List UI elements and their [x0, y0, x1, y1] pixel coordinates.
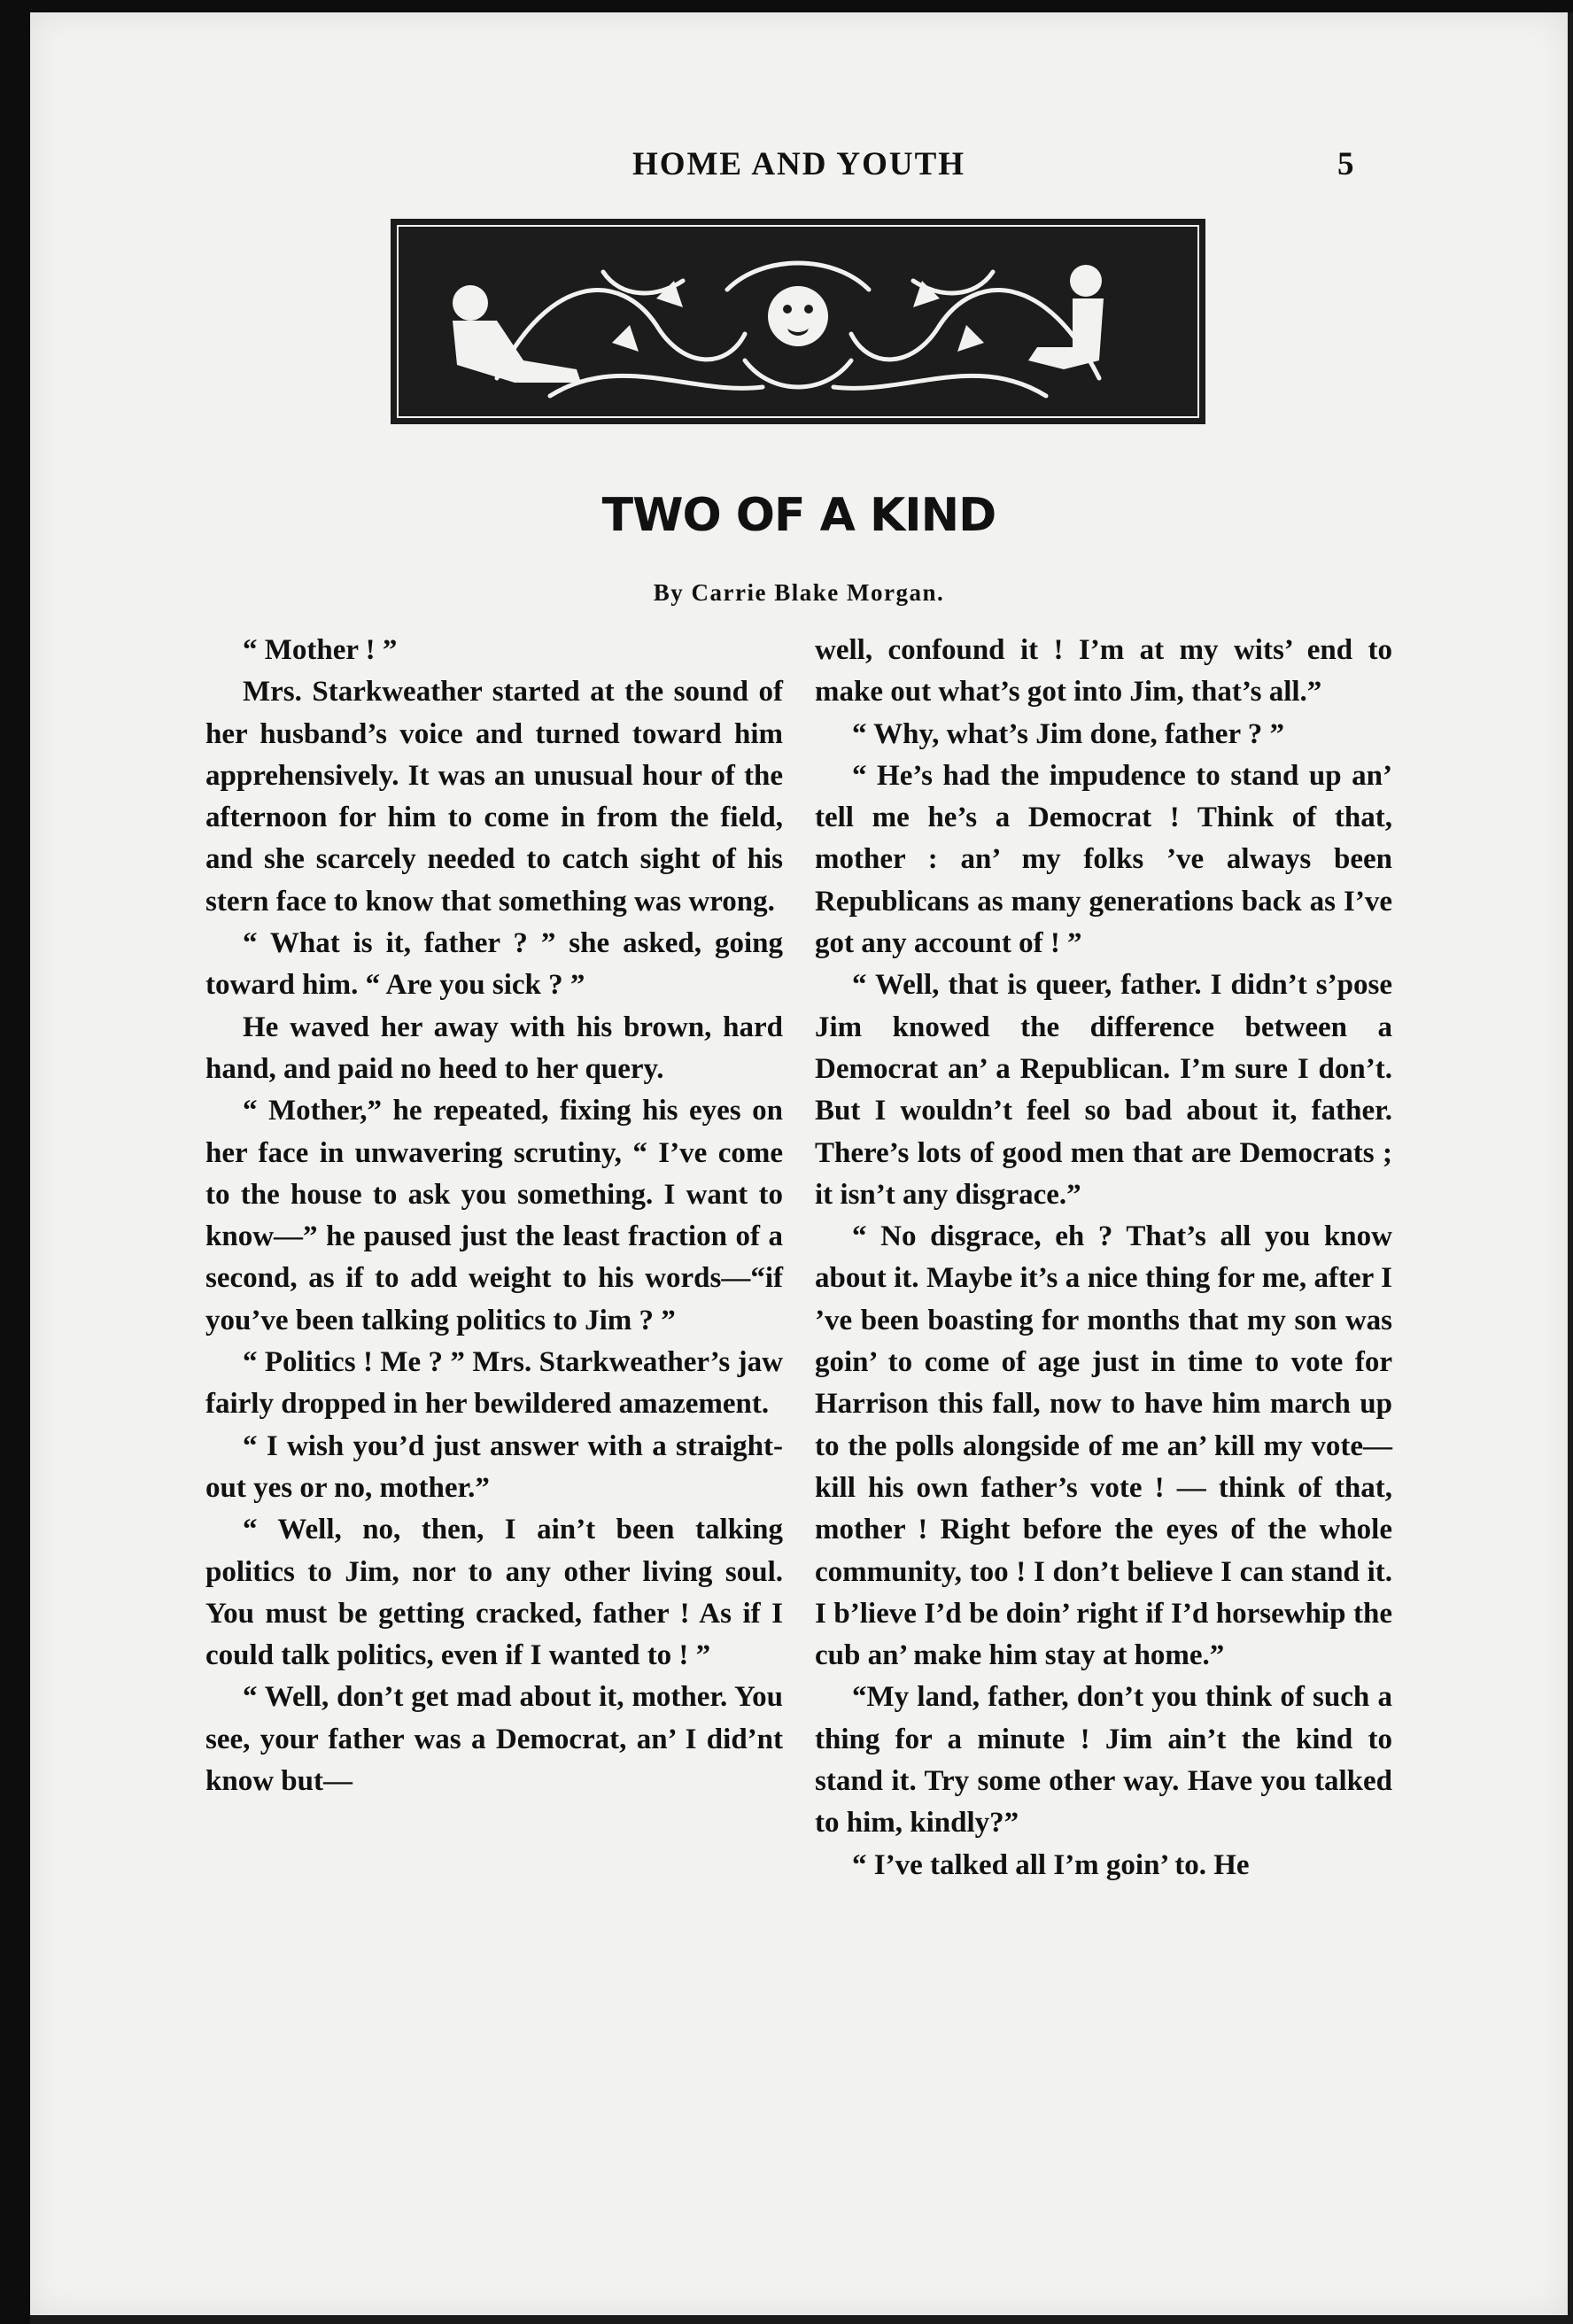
book-page	[30, 12, 1568, 2315]
paragraph: “My land, father, don’t you think of such a thing for a minute ! Jim ain’t the kind to stand it. Try some other way. Have you talked to him, kindly?”	[815, 1681, 1392, 1840]
paragraph: “ I’ve talked all I’m goin’ to. He	[852, 1848, 1250, 1881]
running-head: HOME AND YOUTH	[632, 146, 966, 182]
text-column-right	[815, 630, 1392, 1886]
paragraph: He waved her away with his brown, hard hand, and paid no heed to her query.	[205, 1011, 783, 1085]
paragraph: “ Politics ! Me ? ” Mrs. Starkweather’s jaw fairly dropped in her bewildered amazement.	[205, 1346, 783, 1421]
paragraph-continuation: well, confound it ! I’m at my wits’ end to make out what’s got into Jim, that’s all.”	[815, 634, 1392, 709]
paragraph: “ I wish you’d just answer with a straight-out yes or no, mother.”	[205, 1429, 783, 1504]
article-byline: By Carrie Blake Morgan.	[653, 579, 945, 606]
paragraph: “ Why, what’s Jim done, father ? ”	[852, 717, 1285, 750]
decorative-scroll-banner-icon	[391, 219, 1205, 424]
paragraph: “ Well, no, then, I ain’t been talking politics to Jim, nor to any other living soul. You must be getting cracked, father ! As if I could talk politics, even if I wanted to ! ”	[205, 1514, 783, 1672]
paragraph: “ What is it, father ? ” she asked, going toward him. “ Are you sick ? ”	[205, 927, 783, 1002]
page-number: 5	[1337, 146, 1354, 182]
paragraph: “ He’s had the impudence to stand up an’ tell me he’s a Democrat ! Think of that, mother : an’ my folks ’ve always been Republicans as many generations back as I’ve got any account of ! ”	[815, 759, 1392, 960]
scan-left-edge	[0, 0, 30, 2324]
paragraph: “ No disgrace, eh ? That’s all you know about it. Maybe it’s a nice thing for me, after I ’ve been boasting for months that my son was goin’ to come of age just in time to vote for Harrison this fall, now to have him march up to the polls alongside of me an’ kill my vote—kill his own father’s vote ! — think of that, mother ! Right before the eyes of the whole community, too ! I don’t believe I can stand it. I b’lieve I’d be doin’ right if I’d horsewhip the cub an’ make him stay at home.”	[815, 1220, 1392, 1672]
paragraph: “ Mother ! ”	[243, 634, 398, 666]
article-title: TWO OF A KIND	[601, 489, 996, 542]
paragraph: “ Well, that is queer, father. I didn’t s’pose Jim knowed the difference between a Democrat an’ a Republican. I’m sure I don’t. But I wouldn’t feel so bad about it, father. There’s lots of good men that are Democrats ; it isn’t any disgrace.”	[815, 969, 1392, 1211]
scan-top-edge	[0, 0, 1573, 12]
paragraph: “ Mother,” he repeated, fixing his eyes on her face in unwavering scrutiny, “ I’ve come to the house to ask you something. I want to know—” he paused just the least fraction of a second, as if to add weight to his words—“if you’ve been talking politics to Jim ? ”	[205, 1095, 783, 1336]
paragraph: Mrs. Starkweather started at the sound of her husband’s voice and turned toward him apprehensively. It was an unusual hour of the afternoon for him to come in from the field, and she scarcely needed to catch sight of his stern face to know that something was wrong.	[205, 676, 783, 918]
paragraph: “ Well, don’t get mad about it, mother. You see, your father was a Democrat, an’ I did’nt know but—	[205, 1681, 783, 1798]
text-column-left	[205, 630, 783, 1802]
